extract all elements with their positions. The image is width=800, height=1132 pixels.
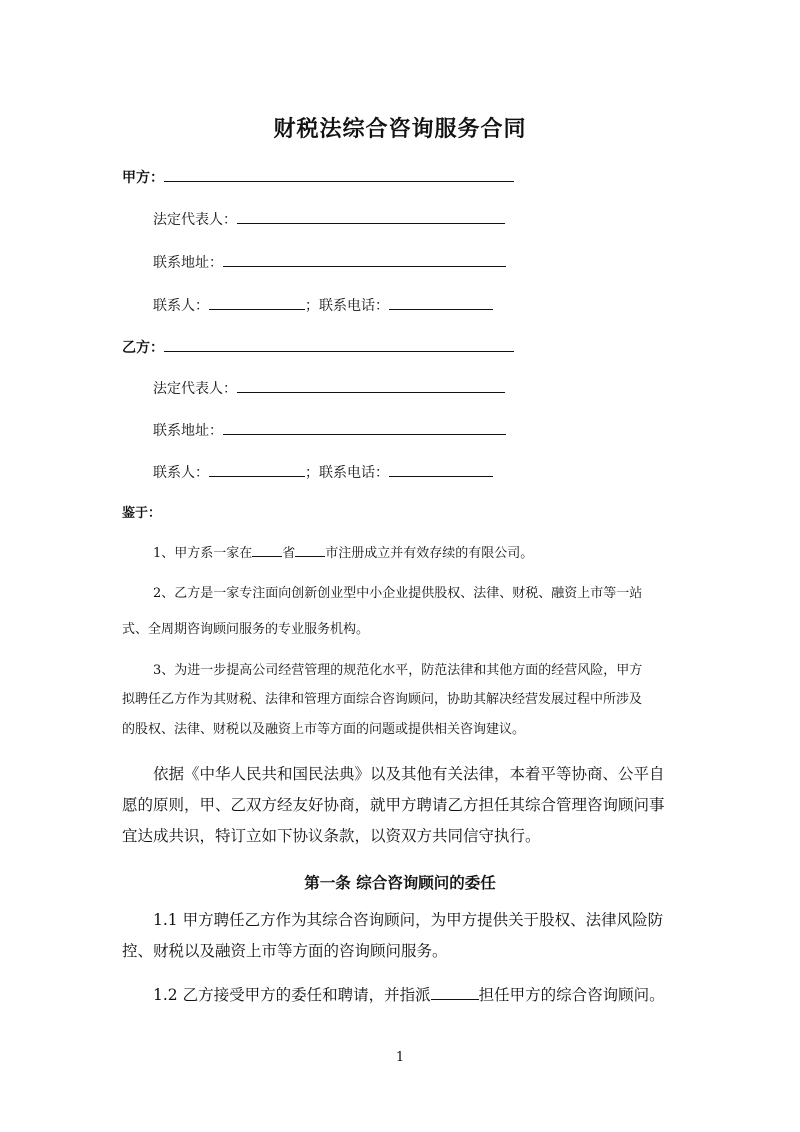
legal-rep-label: 法定代表人： <box>153 212 237 228</box>
phone-blank <box>389 295 493 310</box>
clause-1-text-b: 省 <box>282 546 296 561</box>
contact-label: 联系人： <box>153 465 209 481</box>
city-blank <box>295 544 325 557</box>
clause-1-text-c: 市注册成立并有效存续的有限公司。 <box>325 546 534 561</box>
party-b-row <box>122 337 514 357</box>
contact-blank <box>209 295 305 310</box>
phone-label: ；联系电话： <box>305 298 389 314</box>
clause-2-line-2: 式、全周期咨询顾问服务的专业服务机构。 <box>122 622 370 637</box>
party-a-row <box>122 167 514 187</box>
phone-blank <box>389 462 493 477</box>
item-1-1-line-1: 1.1 甲方聘任乙方作为其综合咨询顾问，为甲方提供关于股权、法律风险防 <box>153 911 664 929</box>
party-b-contact-row <box>153 462 493 482</box>
party-b-address-row <box>153 420 506 440</box>
address-label: 联系地址： <box>153 255 223 271</box>
item-1-2 <box>153 985 665 1004</box>
contact-label: 联系人： <box>153 298 209 314</box>
party-a-contact-row <box>153 295 493 315</box>
clause-3-line-2: 拟聘任乙方作为其财税、法律和管理方面综合咨询顾问，协助其解决经营发展过程中所涉及 <box>122 692 643 707</box>
party-b-blank <box>164 337 514 352</box>
clause-2-line-1: 2、乙方是一家专注面向创新创业型中小企业提供股权、法律、财税、融资上市等一站 <box>153 586 643 601</box>
whereas-label: 鉴于： <box>122 506 162 521</box>
party-a-legal-rep-row <box>153 209 505 229</box>
legal-rep-blank <box>237 378 505 393</box>
address-blank <box>223 420 506 435</box>
item-1-1-line-2: 控、财税以及融资上市等方面的咨询顾问服务。 <box>122 942 448 960</box>
basis-line-2: 愿的原则，甲、乙双方经友好协商，就甲方聘请乙方担任其综合管理咨询顾问事 <box>122 796 665 814</box>
basis-line-1: 依据《中华人民共和国民法典》以及其他有关法律，本着平等协商、公平自 <box>153 765 665 783</box>
legal-rep-label: 法定代表人： <box>153 381 237 397</box>
clause-1 <box>153 544 533 563</box>
clause-3-line-3: 的股权、法律、财税以及融资上市等方面的问题或提供相关咨询建议。 <box>122 722 526 737</box>
clause-3-line-1: 3、为进一步提高公司经营管理的规范化水平，防范法律和其他方面的经营风险，甲方 <box>153 663 643 678</box>
legal-rep-blank <box>237 209 505 224</box>
phone-label: ；联系电话： <box>305 465 389 481</box>
consultant-blank <box>431 985 479 1000</box>
basis-line-3: 宜达成共识，特订立如下协议条款，以资双方共同信守执行。 <box>122 827 541 845</box>
party-a-address-row <box>153 252 506 272</box>
clause-1-text-a: 1、甲方系一家在 <box>153 546 253 561</box>
item-1-2-text-a: 1.2 乙方接受甲方的委任和聘请，并指派 <box>153 986 431 1004</box>
party-a-label: 甲方： <box>122 170 164 186</box>
address-label: 联系地址： <box>153 423 223 439</box>
province-blank <box>252 544 282 557</box>
contact-blank <box>209 462 305 477</box>
party-b-label: 乙方： <box>122 340 164 356</box>
address-blank <box>223 252 506 267</box>
item-1-2-text-b: 担任甲方的综合咨询顾问。 <box>478 986 665 1004</box>
document-title: 财税法综合咨询服务合同 <box>273 116 527 142</box>
article-1-title: 第一条 综合咨询顾问的委任 <box>304 873 496 892</box>
party-a-blank <box>164 167 514 182</box>
party-b-legal-rep-row <box>153 378 505 398</box>
page-number: 1 <box>395 1050 405 1065</box>
